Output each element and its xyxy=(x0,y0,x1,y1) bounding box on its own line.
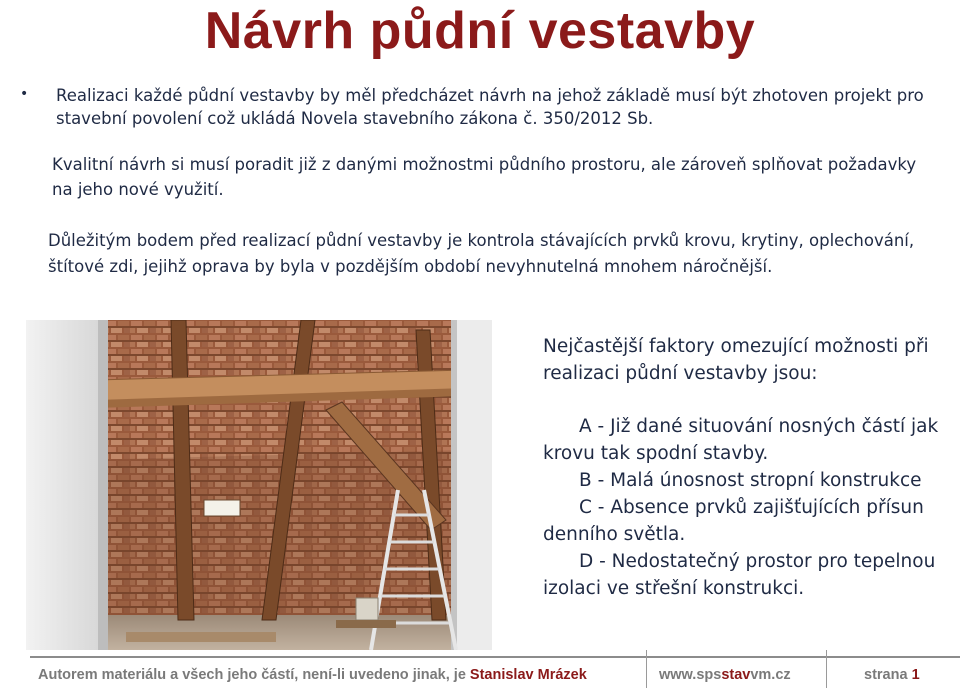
footer-divider xyxy=(30,656,960,658)
factors-heading: Nejčastější faktory omezující možnosti při realizaci půdní vestavby jsou: xyxy=(543,336,929,384)
factor-item-a: A - Již dané situování nosných částí jak krovu tak spodní stavby. xyxy=(543,416,939,464)
footer-separator xyxy=(646,650,647,688)
footer-author-prefix: Autorem materiálu a všech jeho částí, není-li uvedeno jinak, je xyxy=(38,667,470,683)
bullet-marker: • xyxy=(20,86,29,102)
intro-paragraph: Realizaci každé půdní vestavby by měl předcházet návrh na jehož základě musí být zhotoven projekt pro stavební povolení což ukládá Novela stavebního zákona č. 350/2012 Sb. xyxy=(56,86,924,128)
footer-page-label: strana xyxy=(864,667,912,683)
footer-page-number: 1 xyxy=(911,667,920,683)
footer-web-highlight: stav xyxy=(721,667,751,683)
factor-item-b: B - Malá únosnost stropní konstrukce xyxy=(579,470,922,491)
inspection-paragraph: Důležitým bodem před realizací půdní vestavby je kontrola stávajících prvků krovu, krytiny, oplechování, štítové zdi, jejihž oprava by byla v pozdějším období nevyhnutelná mnohem náročnější. xyxy=(48,231,915,276)
footer-separator xyxy=(826,650,827,688)
factor-item-d: D - Nedostatečný prostor pro tepelnou izolaci ve střešní konstrukci. xyxy=(543,551,936,599)
footer-website-link[interactable] xyxy=(659,667,791,683)
limiting-factors-box xyxy=(543,333,953,602)
footer-page xyxy=(864,667,920,683)
attic-photo xyxy=(26,320,492,650)
design-paragraph: Kvalitní návrh si musí poradit již z danými možnostmi půdního prostoru, ale zároveň splňovat požadavky na jeho nové využití. xyxy=(52,155,917,199)
footer-author-name: Stanislav Mrázek xyxy=(469,667,587,683)
slide-title: Návrh půdní vestavby xyxy=(204,2,756,60)
factor-item-c: C - Absence prvků zajišťujících přísun denního světla. xyxy=(543,497,924,545)
footer-web-suffix: vm.cz xyxy=(750,667,791,683)
footer-author xyxy=(38,667,587,683)
footer-web-prefix: www.sps xyxy=(659,667,722,683)
